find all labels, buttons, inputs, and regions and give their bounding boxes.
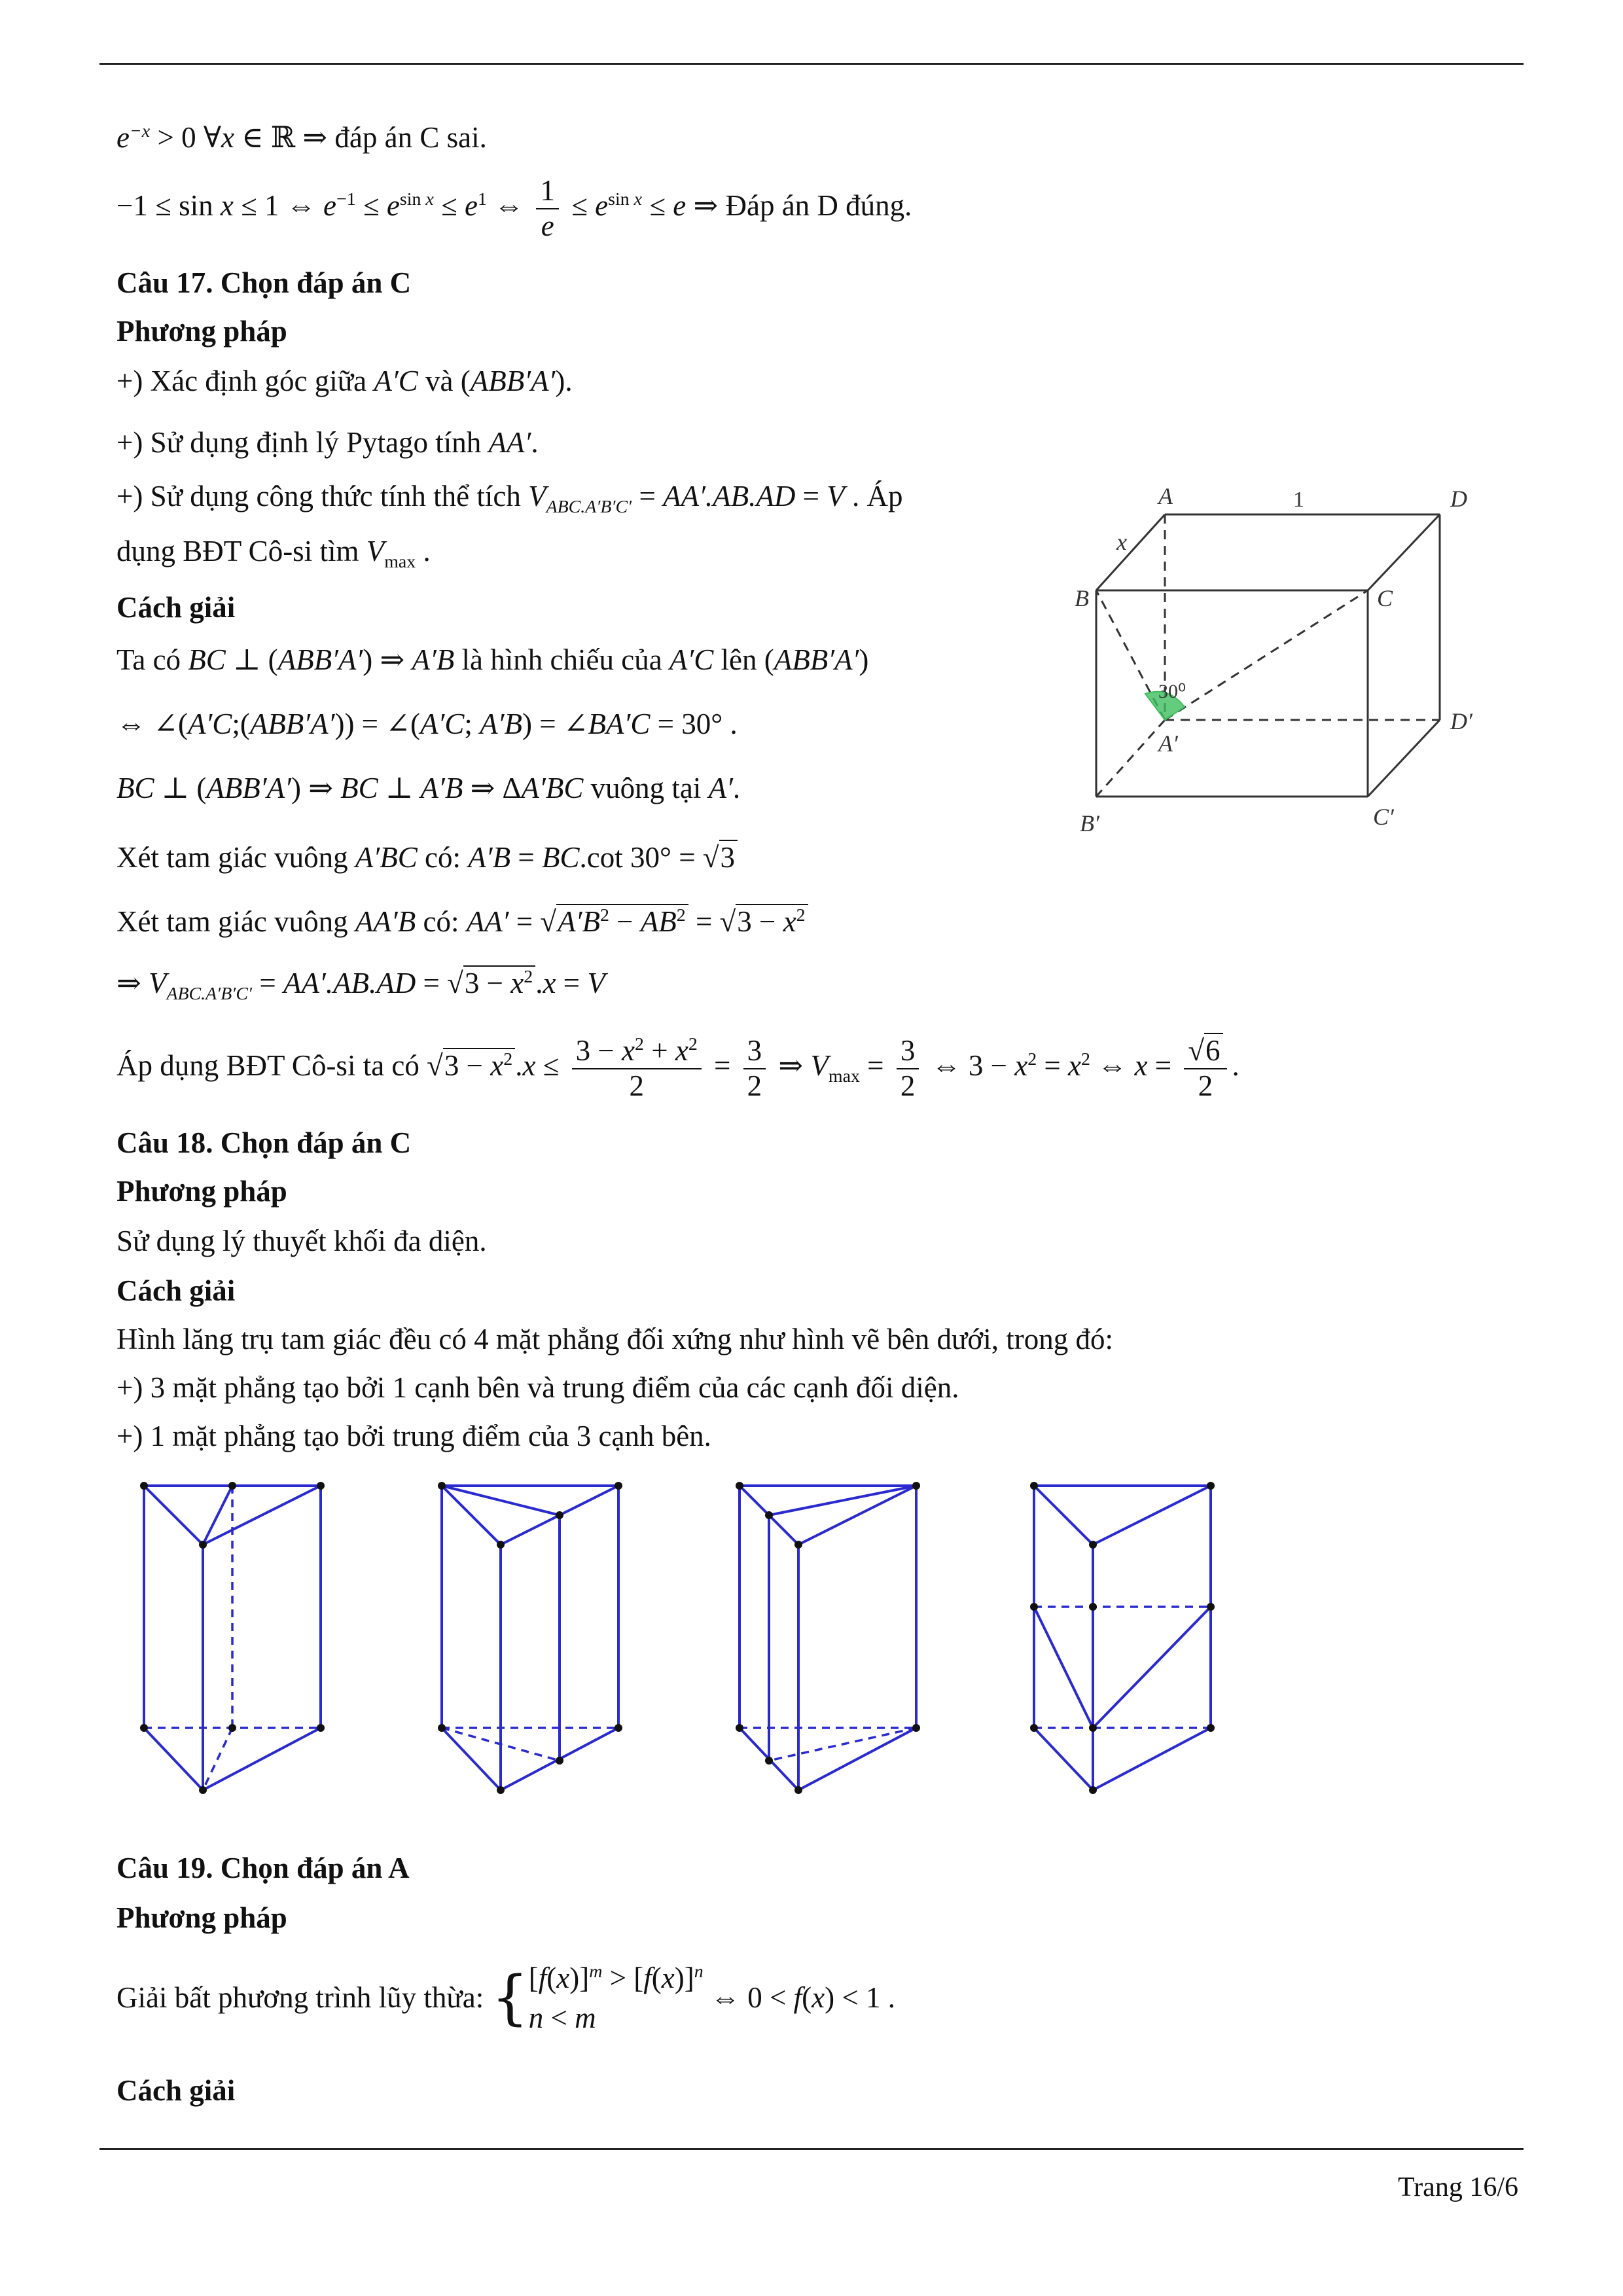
prism-4: [1030, 1482, 1215, 1794]
q17-solution-1-b: là hình chiếu của: [461, 643, 662, 676]
q19-method-1: Giải bất phương trình lũy thừa: { $[f(x)]^m > [f(x)]^n$ n < m ⇔ 0 < f(x) < 1 .: [116, 1962, 895, 2034]
label-angle: 30⁰: [1158, 681, 1186, 702]
q17-method-3: +) Sử dụng công thức tính thể tích $V_{ABC.A'B'C'} = AA'.AB.AD = V$ . Áp: [116, 480, 903, 517]
box-figure: [1060, 478, 1492, 844]
q19-method-1-text: Giải bất phương trình lũy thừa:: [116, 1981, 484, 2014]
q17-method-1-and: và: [425, 365, 454, 397]
math-line-2: −1 ≤ sin x ≤ 1 ⇔ $e^{-1} \le e^{sin x} \le e^1$ ⇔ $\frac{1}{e}$ ≤ $e^{sin x} \le e$ ⇒ Đáp án D đúng.: [116, 174, 912, 242]
q17-title: Câu 17. Chọn đáp án C: [116, 266, 412, 299]
q17-solution-2: ⇔ ∠(A′C;(ABB′A′)) = ∠(A′C; A′B) = ∠BA′C = 30° .: [116, 708, 738, 740]
q17-solution-6: ⇒ $V_{ABC.A'B'C'} = AA'.AB.AD = √3 - x^2.x = V$: [116, 967, 605, 1004]
q17-solution-5-co: có:: [423, 905, 459, 938]
label-a1: A′: [1158, 730, 1178, 757]
q17-method-4: dụng BĐT Cô-si tìm $V_{max}$ .: [116, 535, 431, 572]
q18-method-heading: Phương pháp: [116, 1175, 287, 1208]
label-d: D: [1450, 486, 1467, 512]
q17-method-1-text: +) Xác định góc giữa: [116, 365, 367, 397]
q17-method-1: +) Xác định góc giữa A′C và (ABB′A′).: [116, 365, 573, 397]
prism-2: [438, 1482, 622, 1794]
label-c1: C′: [1373, 804, 1394, 830]
label-one: 1: [1293, 488, 1304, 512]
math-line-1: $e^{-x} > 0$ ∀x ∈ ℝ ⇒ đáp án C sai.: [116, 121, 487, 154]
q17-solution-3-tail: vuông tại: [590, 772, 702, 804]
q18-method-1: Sử dụng lý thuyết khối đa diện.: [116, 1225, 487, 1257]
prism-figures: [118, 1466, 1270, 1859]
q17-method-4-text: dụng BĐT Cô-si tìm: [116, 535, 359, 567]
q18-solution-1: Hình lăng trụ tam giác đều có 4 mặt phẳng đối xứng như hình vẽ bên dưới, trong đó:: [116, 1323, 1113, 1355]
q17-solution-7: Áp dụng BĐT Cô-si ta có $√3 - x^2.x$ ≤ $\frac{3 - x^2 + x^2}{2}$ = $\frac{3}{2}$ ⇒ $V_{max}$ = $\frac{3}{2}$ ⇔ $3 - x^2 = x^2$ ⇔ x = $\frac{√6}{2}$ .: [116, 1034, 1240, 1102]
q17-method-3-tail: . Áp: [852, 480, 903, 512]
q17-method-heading: Phương pháp: [116, 315, 287, 348]
q18-solution-heading: Cách giải: [116, 1274, 236, 1307]
q17-solution-5: Xét tam giác vuông AA′B có: $AA' = √A'B^2 - AB^2 = √3 - x^2$: [116, 906, 808, 939]
q17-method-2: +) Sử dụng định lý Pytago tính AA′.: [116, 426, 539, 459]
label-b: B: [1075, 585, 1089, 611]
q17-solution-heading: Cách giải: [116, 591, 236, 624]
line-2-text: Đáp án D đúng.: [725, 189, 912, 223]
edge-cd-bottom: [1368, 720, 1440, 797]
prism-3: [736, 1482, 920, 1794]
q17-solution-7-text: Áp dụng BĐT Cô-si ta có: [116, 1049, 419, 1083]
edge-dc: [1368, 514, 1440, 590]
q17-solution-3: BC ⊥ (ABB′A′) ⇒ BC ⊥ A′B ⇒ ΔA′BC vuông tại A′.: [116, 772, 741, 804]
q17-solution-4-co: có:: [425, 841, 461, 874]
q17-solution-4-text: Xét tam giác vuông: [116, 841, 348, 874]
q18-solution-2: +) 3 mặt phẳng tạo bởi 1 cạnh bên và trung điểm của các cạnh đối diện.: [116, 1371, 959, 1404]
q17-solution-4: Xét tam giác vuông A′BC có: A′B = BC.cot 30° = √3: [116, 842, 738, 874]
label-c: C: [1377, 585, 1393, 611]
label-d1: D′: [1450, 708, 1472, 734]
prism-1: [140, 1482, 325, 1794]
footer-rule: [99, 2148, 1524, 2150]
label-a: A: [1158, 483, 1173, 509]
q17-method-2-text: +) Sử dụng định lý Pytago tính: [116, 426, 482, 459]
q19-solution-heading: Cách giải: [116, 2074, 236, 2107]
q19-title: Câu 19. Chọn đáp án A: [116, 1852, 410, 1884]
label-x: x: [1116, 529, 1127, 555]
label-b1: B′: [1080, 810, 1099, 836]
header-rule: [99, 63, 1524, 65]
q17-solution-1-c: lên: [721, 643, 757, 676]
q17-solution-1: Ta có BC ⊥ (ABB′A′) ⇒ A′B là hình chiếu của A′C lên (ABB′A′): [116, 643, 869, 676]
diag-a1c-hidden: [1165, 590, 1368, 720]
q18-solution-3: +) 1 mặt phẳng tạo bởi trung điểm của 3 cạnh bên.: [116, 1420, 711, 1452]
q18-title: Câu 18. Chọn đáp án C: [116, 1126, 412, 1159]
edge-ab: [1096, 514, 1165, 590]
edge-ab-bottom-hidden: [1096, 720, 1165, 797]
line-1-text: đáp án C sai.: [334, 121, 487, 154]
q17-solution-1-a: Ta có: [116, 643, 181, 676]
page-number: Trang 16/6: [1398, 2172, 1518, 2202]
q19-method-heading: Phương pháp: [116, 1901, 287, 1934]
q17-solution-5-text: Xét tam giác vuông: [116, 905, 348, 938]
q17-method-3-text: +) Sử dụng công thức tính thể tích: [116, 480, 521, 512]
